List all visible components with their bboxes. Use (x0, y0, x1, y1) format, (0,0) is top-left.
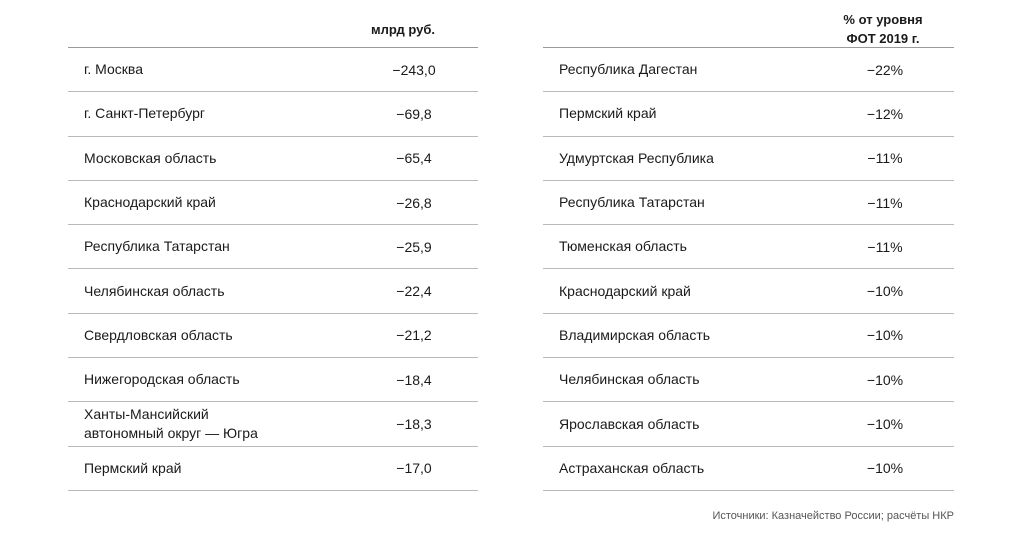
table-row (68, 48, 478, 92)
data-value: −10% (866, 416, 904, 433)
region-label: Ханты-Мансийский автономный округ — Югра (84, 406, 258, 442)
data-value: −21,2 (396, 327, 432, 344)
data-value: −11% (867, 194, 903, 211)
data-value: −25,9 (396, 238, 432, 255)
table-row (543, 314, 954, 358)
region-label: Московская область (84, 149, 217, 166)
data-value: −11% (867, 150, 903, 167)
table-row (68, 137, 478, 181)
region-label: Свердловская область (84, 326, 233, 343)
data-value: −18,3 (396, 416, 432, 433)
table-row (543, 358, 954, 402)
data-value: −26,8 (396, 194, 432, 211)
region-label: Нижегородская область (84, 371, 240, 388)
table-row (543, 225, 954, 269)
table-row (543, 269, 954, 313)
table-row (543, 137, 954, 181)
table-row (68, 402, 478, 446)
data-value: −10% (866, 327, 904, 344)
data-value: −69,8 (396, 105, 432, 122)
region-label: Астраханская область (559, 459, 705, 476)
region-label: Краснодарский край (84, 194, 216, 211)
table-row (68, 181, 478, 225)
table-row (543, 181, 954, 225)
table-row (68, 447, 478, 491)
region-label: Пермский край (84, 459, 182, 476)
left-table (68, 0, 478, 491)
data-value: −22% (866, 61, 904, 78)
region-label: Краснодарский край (559, 282, 691, 299)
right-table-rows (543, 48, 954, 491)
region-label: Республика Татарстан (84, 238, 230, 255)
data-value: −65,4 (396, 150, 432, 167)
table-row (68, 358, 478, 402)
source-note: Источники: Казначейство России; расчёты НКР (712, 510, 954, 522)
data-value: −18,4 (396, 371, 432, 388)
data-value: −12% (866, 105, 904, 122)
left-table-rows (68, 48, 478, 491)
table-row (68, 269, 478, 313)
right-table (543, 0, 954, 491)
region-label: Пермский край (559, 105, 657, 122)
left-table-header (68, 0, 478, 48)
region-label: Владимирская область (559, 326, 711, 343)
region-label: Челябинская область (559, 371, 700, 388)
left-column-header: млрд руб. (371, 22, 435, 37)
region-label: г. Санкт-Петербург (84, 105, 205, 122)
region-label: Удмуртская Республика (559, 149, 714, 166)
table-row (543, 48, 954, 92)
data-value: −10% (866, 460, 904, 477)
data-value: −10% (866, 283, 904, 300)
table-row (543, 447, 954, 491)
region-label: Тюменская область (559, 238, 687, 255)
table-row (68, 314, 478, 358)
region-label: Челябинская область (84, 282, 225, 299)
right-column-header: % от уровня ФОТ 2019 г. (843, 12, 923, 46)
data-value: −10% (866, 371, 904, 388)
region-label: Республика Дагестан (559, 61, 698, 78)
region-label: Республика Татарстан (559, 194, 705, 211)
region-label: г. Москва (84, 61, 143, 78)
region-label: Ярославская область (559, 415, 700, 432)
data-value: −17,0 (396, 460, 432, 477)
data-value: −22,4 (396, 283, 432, 300)
table-row (543, 402, 954, 446)
table-row (68, 225, 478, 269)
right-table-header (543, 0, 954, 48)
data-value: −11% (867, 238, 903, 255)
table-row (68, 92, 478, 136)
table-row (543, 92, 954, 136)
data-value: −243,0 (392, 61, 436, 78)
